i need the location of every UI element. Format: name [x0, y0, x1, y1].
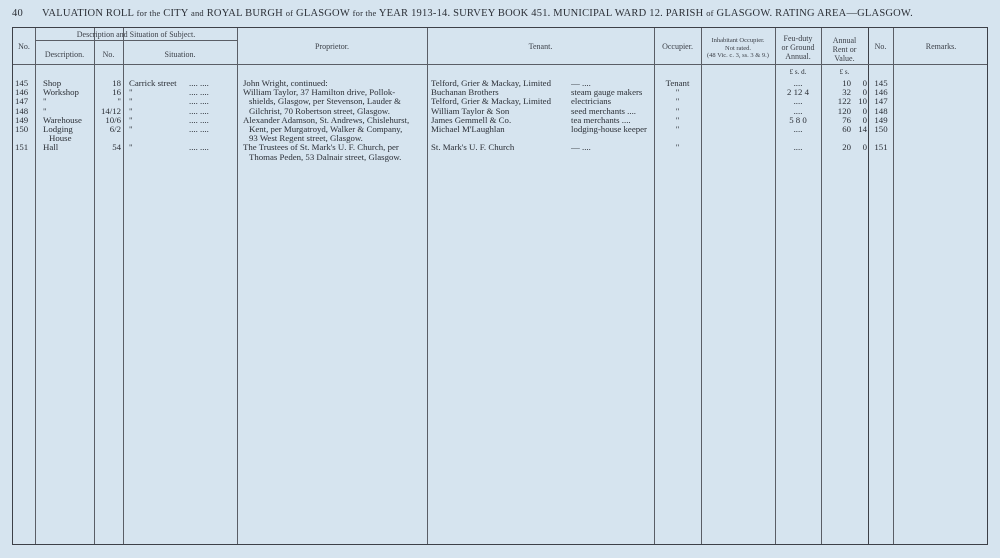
cell-no-right: 146 [874, 88, 888, 98]
cell-occupier: " [675, 88, 680, 98]
header-line: (48 Vic. c. 3, ss. 3 & 9.) [707, 52, 769, 59]
cell-situation: " [129, 88, 133, 98]
valuation-table [12, 27, 988, 545]
cell-situation-dots: .... .... [189, 106, 209, 116]
cell-situation: " [129, 97, 133, 107]
cell-occupier: Tenant [665, 79, 690, 88]
cell-proprietor: 93 West Regent street, Glasgow. [249, 134, 363, 144]
cell-proprietor: The Trustees of St. Mark's U. F. Church, per [243, 143, 399, 153]
header-line: Inhabitant Occupier. [711, 37, 765, 44]
cell-proprietor: Gilchrist, 70 Robertson street, Glasgow. [249, 106, 390, 116]
cell-rent-shillings: 0 [862, 115, 867, 125]
page-title [42, 8, 913, 19]
cell-no-right: 147 [874, 97, 888, 107]
cell-situation-dots: .... .... [189, 79, 209, 88]
header-line: Value. [834, 54, 855, 63]
cell-tenant: James Gemmell & Co. [431, 115, 512, 125]
col-header-occupier: Occupier. [662, 42, 693, 51]
title-part: GLASGOW. RATING AREA—GLASGOW. [716, 8, 913, 19]
cell-trade: — .... [571, 79, 591, 88]
cell-tenant: Buchanan Brothers [431, 88, 499, 98]
cell-trade: seed merchants .... [571, 106, 636, 116]
cell-feu-duty: .... [793, 97, 803, 107]
cell-trade: steam gauge makers [571, 88, 643, 98]
cell-number: 14/12 [100, 106, 121, 116]
cell-no: 150 [15, 125, 29, 134]
cell-occupier: " [675, 125, 680, 134]
cell-rent-shillings: 10 [858, 97, 867, 107]
col-header-number: No. [102, 50, 115, 59]
col-header-proprietor: Proprietor. [315, 42, 349, 51]
title-part: YEAR 1913-14. SURVEY BOOK 451. MUNICIPAL WARD 12. PARISH [378, 8, 704, 19]
cell-tenant: Telford, Grier & Mackay, Limited [431, 97, 551, 107]
column-rule [868, 28, 869, 544]
title-part: for the [136, 8, 161, 18]
cell-situation: " [129, 106, 133, 116]
cell-number: 54 [112, 143, 121, 153]
cell-rent-shillings: 0 [862, 143, 867, 153]
col-header-situation: Situation. [164, 50, 196, 59]
cell-situation-dots: .... .... [189, 97, 209, 107]
cell-no: 149 [15, 115, 29, 125]
column-rule [701, 28, 702, 544]
cell-situation: " [129, 143, 133, 153]
cell-no: 148 [15, 106, 29, 116]
header-rule [13, 64, 987, 65]
cell-feu-duty: 5 8 0 [789, 115, 807, 125]
title-part: CITY [163, 8, 189, 19]
col-header-remarks: Remarks. [925, 42, 957, 51]
cell-rent-shillings: 0 [862, 88, 867, 98]
cell-number: 6/2 [109, 125, 121, 134]
cell-feu-duty: 2 12 4 [787, 88, 809, 98]
title-part: GLASGOW [296, 8, 350, 19]
column-rule [123, 28, 124, 544]
col-header-description: Description. [44, 50, 85, 59]
cell-description: Shop [43, 79, 62, 88]
cell-trade: electricians [571, 97, 612, 107]
cell-situation-dots: .... .... [189, 115, 209, 125]
header-line: Feu-duty [783, 34, 813, 43]
rent-units: £ s. [839, 68, 850, 76]
cell-proprietor: shields, Glasgow, per Stevenson, Lauder & [249, 97, 401, 107]
column-rule [35, 28, 36, 544]
cell-no-right: 148 [874, 106, 888, 116]
cell-no: 151 [15, 143, 29, 153]
cell-occupier: " [675, 143, 680, 153]
cell-rent-shillings: 14 [858, 125, 867, 134]
cell-rent-pounds: 20 [842, 143, 851, 153]
header-line: or Ground [781, 43, 815, 52]
cell-number: 18 [112, 79, 121, 88]
cell-description: Hall [43, 143, 59, 153]
cell-tenant: William Taylor & Son [431, 106, 510, 116]
cell-situation-dots: .... .... [189, 125, 209, 134]
cell-feu-duty: .... [793, 143, 803, 153]
cell-tenant: Telford, Grier & Mackay, Limited [431, 79, 551, 88]
cell-trade: — .... [571, 143, 591, 153]
col-header-no-right: No. [874, 42, 887, 51]
cell-situation: " [129, 125, 133, 134]
cell-description: Lodging [43, 125, 73, 134]
feu-units: £ s. d. [789, 68, 807, 76]
cell-feu-duty: .... [793, 79, 803, 88]
col-header-inhabitant [701, 37, 775, 60]
cell-tenant: St. Mark's U. F. Church [431, 143, 515, 153]
page-number: 40 [12, 8, 23, 19]
cell-no-right: 151 [874, 143, 888, 153]
cell-proprietor: Thomas Peden, 53 Dalnair street, Glasgow. [249, 152, 402, 162]
cell-number: " [117, 97, 121, 107]
cell-rent-shillings: 0 [862, 106, 867, 116]
title-part: and [191, 8, 204, 18]
cell-description: House [49, 134, 72, 144]
cell-rent-pounds: 122 [837, 97, 851, 107]
cell-rent-pounds: 120 [837, 106, 851, 116]
cell-occupier: " [675, 115, 680, 125]
cell-rent-pounds: 60 [842, 125, 851, 134]
cell-no: 146 [15, 88, 29, 98]
title-part: for the [352, 8, 377, 18]
subheader-rule [35, 40, 237, 41]
cell-tenant: Michael M'Laughlan [431, 125, 505, 134]
cell-feu-duty: .... [793, 125, 803, 134]
col-header-tenant: Tenant. [528, 42, 553, 51]
header-line: Annual. [785, 52, 811, 61]
col-header-no: No. [18, 42, 30, 51]
cell-situation: " [129, 115, 133, 125]
header-line: Not rated. [725, 44, 751, 52]
cell-description: " [43, 106, 47, 116]
title-part: VALUATION ROLL [42, 8, 134, 19]
cell-situation-dots: .... .... [189, 88, 209, 98]
cell-description: Warehouse [43, 115, 82, 125]
col-header-annual-rent [821, 36, 868, 63]
cell-number: 10/6 [105, 115, 121, 125]
cell-no: 145 [15, 79, 29, 88]
cell-situation: Carrick street [129, 79, 177, 88]
cell-occupier: " [675, 97, 680, 107]
col-header-feu-duty [775, 34, 821, 61]
col-header-group: Description and Situation of Subject. [76, 30, 196, 39]
cell-proprietor: Alexander Adamson, St. Andrews, Chislehurst, [243, 115, 410, 125]
cell-no-right: 149 [874, 115, 888, 125]
header-line: Annual [832, 36, 857, 45]
column-rule [237, 28, 238, 544]
title-part: of [706, 8, 714, 18]
cell-proprietor: William Taylor, 37 Hamilton drive, Pollok- [243, 88, 396, 98]
cell-rent-pounds: 32 [842, 88, 851, 98]
cell-occupier: " [675, 106, 680, 116]
page-header [0, 0, 1000, 26]
cell-description: Workshop [43, 88, 79, 98]
cell-no: 147 [15, 97, 29, 107]
cell-trade: lodging-house keeper [571, 125, 647, 134]
title-part: of [285, 8, 294, 18]
cell-description: " [43, 97, 47, 107]
cell-proprietor: John Wright, continued: [243, 79, 328, 88]
cell-feu-duty: .... [793, 106, 803, 116]
cell-no-right: 145 [874, 79, 888, 88]
column-rule [893, 28, 894, 544]
cell-trade: tea merchants .... [571, 115, 631, 125]
header-line: Rent or [832, 45, 857, 54]
cell-number: 16 [112, 88, 121, 98]
cell-no-right: 150 [874, 125, 888, 134]
cell-proprietor: Kent, per Murgatroyd, Walker & Company, [249, 125, 403, 134]
title-part: ROYAL BURGH [206, 8, 283, 19]
cell-rent-pounds: 10 [842, 79, 851, 88]
cell-situation-dots: .... .... [189, 143, 209, 153]
cell-rent-pounds: 76 [842, 115, 851, 125]
cell-rent-shillings: 0 [862, 79, 867, 88]
